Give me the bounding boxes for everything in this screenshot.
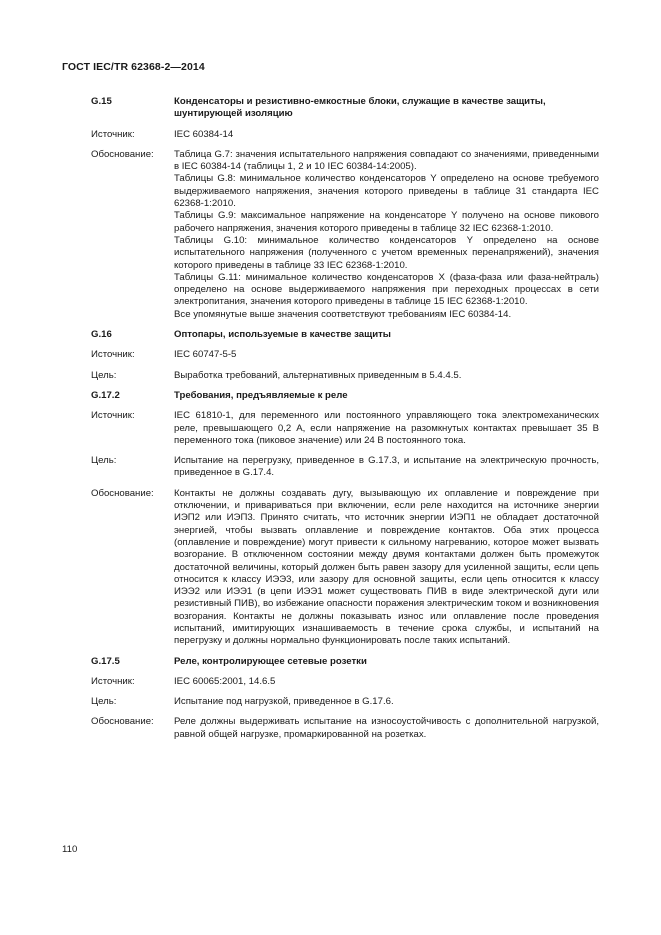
paragraph: Все упомянутые выше значения соответствуют требованиям IEC 60384-14. <box>174 308 512 320</box>
clause-title: Реле, контролирующее сетевые розетки <box>174 655 367 667</box>
field-value: Испытание на перегрузку, приведенное в G.17.3, и испытание на электрическую прочность, приведенное в G.17.4. <box>174 455 599 479</box>
field-label: Обоснование: <box>91 148 154 160</box>
clause-number: G.15 <box>91 96 112 107</box>
page-number: 110 <box>62 844 78 855</box>
clause-title: Конденсаторы и резистивно-емкостные блоки, служащие в качестве защиты, шунтирующей изоляцию <box>174 96 546 120</box>
paragraph: Таблицы G.8: минимальное количество конденсаторов Y определено на основе требуемого выдерживаемого напряжения, значения которого приведены в таблице 31 стандарта IEC 62368-1:2010. <box>174 173 599 210</box>
paragraph: Таблица G.7: значения испытательного напряжения совпадают со значениями, приведенными в IEC 60384-14 (таблицы 1, 2 и 10 IEC 60384-14:2005). <box>174 148 599 173</box>
section-g16-purpose <box>91 370 599 382</box>
section-g175-purpose <box>91 696 599 708</box>
field-value: IEC 60747-5-5 <box>174 349 237 361</box>
field-value: Реле должны выдерживать испытание на износоустойчивость с дополнительной нагрузкой, равной общей нагрузке, промаркированной на розетках. <box>174 716 599 740</box>
clause-title: Требования, предъявляемые к реле <box>174 389 348 401</box>
field-label: Обоснование: <box>91 716 154 728</box>
section-g175-rationale <box>91 716 599 741</box>
paragraph: Таблицы G.10: минимальное количество конденсаторов Y определено на основе испытательного напряжения (полученного с учетом временных перенапряжений), значения которого приведены в таблице 33 IEC 62368-1:2010. <box>174 234 599 271</box>
page-content <box>91 96 599 749</box>
document-header: ГОСТ IEC/TR 62368-2—2014 <box>62 61 205 73</box>
section-g172-source <box>91 410 599 447</box>
section-g16-heading <box>91 329 599 341</box>
paragraph: Таблицы G.9: максимальное напряжение на конденсаторе Y получено на основе пикового рабочего напряжения, значения которого приведены в таблице 32 IEC 62368-1:2010. <box>174 210 599 234</box>
clause-number: G.17.2 <box>91 389 120 401</box>
section-g175-source <box>91 676 599 688</box>
field-value <box>174 149 599 321</box>
field-value: Испытание под нагрузкой, приведенное в G.17.6. <box>174 696 394 708</box>
field-value: IEC 60384-14 <box>174 128 234 140</box>
field-value: IEC 61810-1, для переменного или постоянного управляющего тока электромеханических реле, превышающего 0,2 А, если напряжение на разомкнутых контактах превышает 35 В переменного тока (пиковое значение) или 24 В постоянного тока. <box>174 410 599 446</box>
section-g172-rationale <box>91 488 599 648</box>
field-label: Цель: <box>91 696 117 708</box>
field-value: Контакты не должны создавать дугу, вызывающую их оплавление и повреждение при отключении, и привариваться при включении, если реле находится на источнике энергии ИЭП2 или ИЭП3. Принято считать, что источник энергии ИЭП1 не обладает достаточной энергией, чтобы вызвать оплавление и повреждение контактов. Оба этих процесса (оплавление и повреждение) могут привести к сильному нагреванию, которое может вызвать возгорание. В отключенном состоянии между двумя контактами должен быть промежуток достаточной величины, который должен быть равен зазору для усиленной защиты, если цепь относится к классу ИЭЭ3, или зазору для основной защиты, если цепь относится к классу ИЭЭ2 или ИЭЭ1 (в цепи ИЭЭ1 может существовать ПИВ в виде электрической дуги или резистивный ПИВ), во избежание опасности поражения электрическим током и возникновения возгорания. Контакты не должны показывать износ или оплавление после проведения испытаний, имитирующих изнашиваемость в течение срока службы, и испытаний на перегрузку и должны нормально функционировать после таких испытаний. <box>174 487 599 647</box>
field-label: Источник: <box>91 675 135 687</box>
section-g172-heading <box>91 390 599 402</box>
field-label: Источник: <box>91 410 135 422</box>
clause-number: G.16 <box>91 329 112 341</box>
field-label: Цель: <box>91 369 117 381</box>
section-g175-heading <box>91 656 599 668</box>
section-g15-source <box>91 129 599 141</box>
section-g16-source <box>91 349 599 361</box>
clause-title: Оптопары, используемые в качестве защиты <box>174 329 391 341</box>
section-g15-heading <box>91 96 599 121</box>
field-value: Выработка требований, альтернативных приведенным в 5.4.4.5. <box>174 369 462 381</box>
field-value: IEC 60065:2001, 14.6.5 <box>174 675 276 687</box>
field-label: Цель: <box>91 455 117 467</box>
section-g172-purpose <box>91 455 599 480</box>
field-label: Источник: <box>91 349 135 361</box>
field-label: Источник: <box>91 128 135 140</box>
paragraph: Таблицы G.11: минимальное количество конденсаторов X (фаза-фаза или фаза-нейтраль) определено на основе выдерживаемого напряжения при переходных процессах в сети электропитания, значения которого приведены в таблице 15 IEC 62368-1:2010. <box>174 271 599 308</box>
section-g15-rationale <box>91 149 599 321</box>
clause-number: G.17.5 <box>91 655 120 667</box>
field-label: Обоснование: <box>91 487 154 499</box>
